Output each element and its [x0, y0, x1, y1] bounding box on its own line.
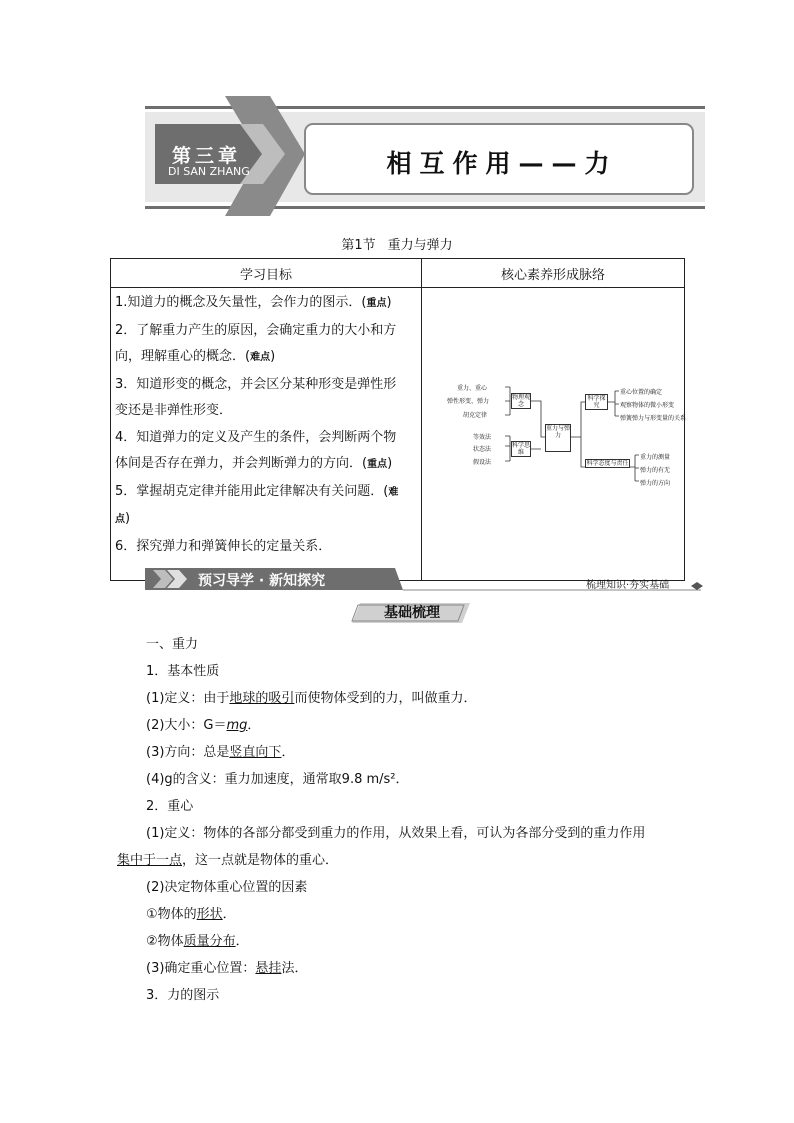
mindmap-leaf-measure: 重力的测量	[640, 454, 671, 461]
mindmap-leaf-hooke: 胡克定律	[463, 412, 488, 419]
mindmap-attitude: 科学态度与责任	[586, 460, 629, 467]
mindmap-leaf-equivalent: 等效法	[473, 434, 492, 441]
heading-gravity: 一、重力	[146, 637, 199, 652]
chapter-pinyin: DI SAN ZHANG	[168, 165, 250, 178]
mindmap-leaf-assumption: 假设法	[473, 459, 492, 466]
goal-4: 4．知道弹力的定义及产生的条件，会判断两个物 体间是否存在弹力，并会判断弹力的方向．(重点)	[115, 429, 397, 471]
table-header-mindmap: 核心素养形成脉络	[422, 259, 685, 288]
goals-list	[111, 288, 422, 581]
cg-factor-shape: ①物体的形状．	[146, 907, 236, 922]
mindmap-leaf-cg: 重心位置的确定	[620, 389, 663, 396]
g-meaning: (4)g的含义：重力加速度，通常取9.8 m/s²．	[146, 772, 409, 787]
mindmap-physics-concept: 物理观念	[512, 394, 531, 408]
learning-goals-table	[110, 258, 685, 581]
subheading-force-diagram: 3．力的图示	[146, 988, 220, 1003]
preview-label: 预习导学 · 新知探究	[198, 573, 326, 589]
section-number: 第1节	[341, 238, 376, 253]
cg-factors: (2)决定物体重心位置的因素	[146, 880, 308, 895]
mindmap-center: 重力与弹力	[545, 424, 571, 452]
mindmap-leaf-direction: 弹力的方向	[640, 480, 671, 487]
subheading-properties: 1．基本性质	[146, 664, 220, 679]
cg-factor-mass: ②物体质量分布．	[146, 934, 249, 949]
mindmap-leaf-elastic: 弹性形变、弹力	[447, 398, 490, 405]
mindmap-leaf-existence: 弹力的有无	[640, 467, 671, 474]
mindmap-cell	[422, 288, 685, 581]
goal-1: 1.知道力的概念及矢量性，会作力的图示．(重点)	[115, 295, 392, 310]
mindmap-leaf-gravity: 重力、重心	[457, 385, 488, 392]
cg-definition-a: (1)定义：物体的各部分都受到重力的作用，从效果上看，可认为各部分受到的重力作用	[146, 826, 646, 841]
chapter-title: 相互作用——力	[386, 149, 618, 178]
cg-definition-b: 集中于一点，这一点就是物体的重心．	[117, 853, 339, 868]
mindmap-leaf-deformation: 观察物体的微小形变	[620, 402, 675, 409]
goal-3: 3．知道形变的概念，并会区分某种形变是弹性形 变还是非弹性形变．	[115, 376, 397, 418]
section-heading	[0, 234, 794, 253]
mindmap-leaf-spring: 弹簧弹力与形变量的关系	[620, 415, 687, 422]
cg-location: (3)确定重心位置：悬挂法．	[146, 961, 308, 976]
mindmap-scientific-inquiry: 科学探究	[585, 394, 608, 410]
subsection-title: 基础梳理	[384, 605, 440, 621]
goal-5: 5．掌握胡克定律并能用此定律解决有关问题．(难 点)	[115, 483, 399, 526]
table-header-goals: 学习目标	[111, 259, 422, 288]
mindmap	[423, 289, 687, 579]
chapter-number: 第三章	[172, 145, 242, 167]
section-title: 重力与弹力	[387, 238, 453, 253]
mindmap-leaf-state: 状态法	[473, 446, 492, 453]
goal-2: 2．了解重力产生的原因，会确定重力的大小和方 向，理解重心的概念．(难点)	[115, 322, 397, 364]
mindmap-scientific-thinking: 科学思维	[512, 442, 531, 456]
preview-right-text: 梳理知识·夯实基础	[586, 580, 670, 591]
goal-6: 6．探究弹力和弹簧伸长的定量关系．	[115, 538, 332, 554]
subheading-center-of-gravity: 2．重心	[146, 799, 194, 814]
gravity-magnitude: (2)大小：G＝mg．	[146, 718, 261, 733]
gravity-direction: (3)方向：总是竖直向下．	[146, 745, 295, 760]
gravity-definition: (1)定义：由于地球的吸引而使物体受到的力，叫做重力．	[146, 691, 477, 706]
